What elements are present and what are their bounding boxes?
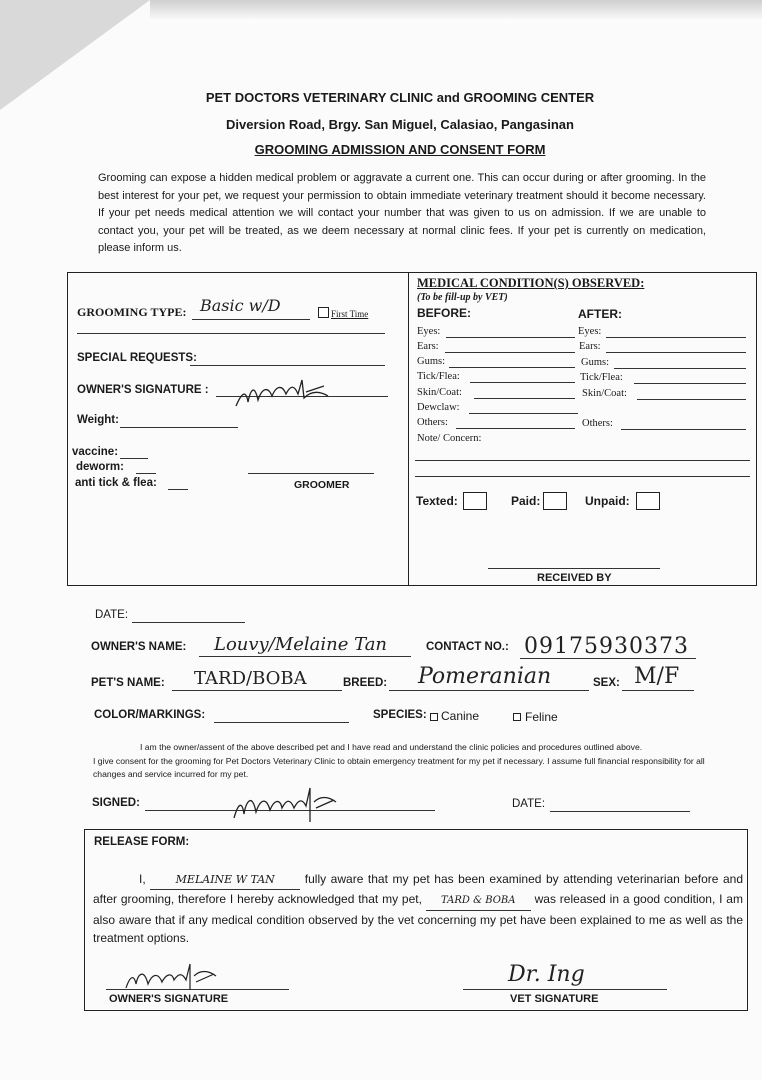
- weight-label: Weight:: [77, 414, 119, 426]
- received-by-line[interactable]: [488, 568, 660, 569]
- after-item-line[interactable]: [621, 429, 746, 430]
- sex-value[interactable]: M/F: [634, 664, 680, 689]
- owner-signature-mark: [232, 372, 332, 412]
- before-item-label: Note/ Concern:: [417, 433, 482, 444]
- texted-checkbox[interactable]: [463, 492, 487, 510]
- release-text-1: fully aware that my pet has been examined by attending veterinarian before and after grooming, therefore I hereby acknowledged that my pet,: [93, 872, 743, 906]
- contact-value[interactable]: 09175930373: [524, 634, 689, 659]
- after-item-label: Tick/Flea:: [580, 372, 623, 383]
- owner-name-label: OWNER'S NAME:: [91, 641, 187, 653]
- vet-signature-value: Dr. Ing: [508, 962, 585, 987]
- note-line-2[interactable]: [415, 476, 750, 477]
- signed-label: SIGNED:: [92, 797, 140, 809]
- owner-name-value[interactable]: Louvy/Melaine Tan: [214, 634, 388, 655]
- paid-checkbox[interactable]: [543, 492, 567, 510]
- breed-value[interactable]: Pomeranian: [418, 664, 552, 689]
- first-time-checkbox[interactable]: [318, 307, 329, 318]
- before-item-label: Tick/Flea:: [417, 371, 460, 382]
- paid-label: Paid:: [511, 494, 541, 508]
- before-item-line[interactable]: [470, 382, 575, 383]
- received-by-label: RECEIVED BY: [537, 572, 612, 584]
- release-owner-sig-label: OWNER'S SIGNATURE: [109, 993, 229, 1005]
- canine-label: Canine: [441, 709, 480, 723]
- before-item-label: Gums:: [417, 356, 446, 367]
- after-item-line[interactable]: [606, 337, 746, 338]
- pet-name-label: PET'S NAME:: [91, 677, 165, 689]
- species-label: SPECIES:: [373, 709, 427, 721]
- first-time-label: First Time: [331, 309, 369, 319]
- after-item-line[interactable]: [634, 383, 746, 384]
- before-item-line[interactable]: [474, 398, 575, 399]
- form-title: [0, 142, 762, 157]
- before-item-line[interactable]: [456, 428, 575, 429]
- date-line[interactable]: [132, 622, 245, 623]
- before-item-line[interactable]: [449, 367, 575, 368]
- date-label: DATE:: [95, 609, 129, 621]
- grooming-type-label: GROOMING TYPE:: [77, 305, 187, 319]
- after-item-label: Ears:: [579, 341, 601, 352]
- before-label: BEFORE:: [417, 306, 471, 320]
- weight-line[interactable]: [120, 427, 238, 428]
- anti-tick-label: anti tick & flea:: [75, 477, 157, 489]
- after-item-line[interactable]: [614, 368, 746, 369]
- grooming-type-line: [192, 319, 310, 320]
- feline-label: Feline: [525, 710, 558, 724]
- special-requests-line[interactable]: [190, 365, 385, 366]
- color-line[interactable]: [214, 722, 349, 723]
- owner-signature-label: OWNER'S SIGNATURE :: [77, 384, 209, 396]
- grooming-type-value[interactable]: Basic w/D: [200, 296, 281, 315]
- consent-date-line[interactable]: [550, 811, 690, 812]
- intro-paragraph: Grooming can expose a hidden medical problem or aggravate a current one. This can occur during or after grooming. In the best interest for your pet, we request your permission to obtain immediate veterinary treatment should it become necessary. If your pet needs medical attention we will contact your number that was given to us on admission. If we are unable to contact you, your pet will be treated, as we deem necessary at normal clinic fees. If your pet is currently on medication, please inform us.: [98, 172, 706, 254]
- before-item-line[interactable]: [446, 337, 575, 338]
- clinic-address: Diversion Road, Brgy. San Miguel, Calasiao, Pangasinan: [226, 117, 574, 132]
- after-label: AFTER:: [578, 307, 622, 321]
- special-requests-label: SPECIAL REQUESTS:: [77, 352, 197, 364]
- before-item-label: Dewclaw:: [417, 402, 460, 413]
- anti-tick-line[interactable]: [168, 489, 188, 490]
- vet-sig-label: VET SIGNATURE: [510, 993, 599, 1005]
- release-owner-value[interactable]: MELAINE W TAN: [150, 871, 300, 890]
- vet-sig-line[interactable]: [463, 989, 667, 990]
- medical-subtitle: (To be fill-up by VET): [417, 292, 508, 303]
- after-item-label: Eyes:: [578, 326, 602, 337]
- note-line-1[interactable]: [415, 460, 750, 461]
- pet-name-line[interactable]: [172, 690, 342, 691]
- page-edge-shadow: [150, 0, 762, 22]
- consent-date-label: DATE:: [512, 798, 546, 810]
- groomer-label: GROOMER: [294, 479, 350, 491]
- feline-checkbox[interactable]: [513, 713, 521, 721]
- deworm-label: deworm:: [76, 461, 124, 473]
- after-item-line[interactable]: [606, 352, 746, 353]
- release-owner-signature-mark: [120, 960, 230, 994]
- sex-label: SEX:: [593, 677, 620, 689]
- release-i: I,: [139, 872, 146, 886]
- breed-line[interactable]: [389, 690, 589, 691]
- after-item-label: Others:: [582, 418, 613, 429]
- color-label: COLOR/MARKINGS:: [94, 709, 206, 721]
- consent-signature-mark: [230, 782, 340, 826]
- before-item-label: Skin/Coat:: [417, 387, 462, 398]
- after-item-line[interactable]: [637, 399, 746, 400]
- unpaid-label: Unpaid:: [585, 494, 630, 508]
- canine-checkbox[interactable]: [430, 713, 438, 721]
- after-item-label: Skin/Coat:: [582, 388, 627, 399]
- before-item-label: Ears:: [417, 341, 439, 352]
- release-title: RELEASE FORM:: [94, 836, 190, 848]
- contact-label: CONTACT NO.:: [426, 641, 509, 653]
- groomer-line[interactable]: [248, 473, 374, 474]
- deworm-line[interactable]: [136, 473, 156, 474]
- clinic-name: PET DOCTORS VETERINARY CLINIC and GROOMING CENTER: [205, 90, 595, 105]
- texted-label: Texted:: [416, 494, 458, 508]
- vaccine-label: vaccine:: [72, 446, 119, 458]
- medical-title: MEDICAL CONDITION(S) OBSERVED:: [417, 276, 645, 290]
- sex-line[interactable]: [622, 690, 694, 691]
- before-item-line[interactable]: [469, 413, 578, 414]
- owner-name-line[interactable]: [199, 656, 411, 657]
- before-item-line[interactable]: [445, 352, 575, 353]
- consent-line-1: I am the owner/assent of the above described pet and I have read and understand the clinic policies and procedures outlined above.: [140, 742, 643, 752]
- grooming-type-line2: [77, 333, 385, 334]
- release-pet-value[interactable]: TARD & BOBA: [426, 892, 531, 911]
- form-title-text: GROOMING ADMISSION AND CONSENT FORM: [254, 142, 546, 157]
- unpaid-checkbox[interactable]: [636, 492, 660, 510]
- after-item-label: Gums:: [581, 357, 610, 368]
- breed-label: BREED:: [343, 677, 388, 689]
- release-text: [93, 870, 743, 947]
- release-text-2: was released in a good condition, I am also aware that if any medical condition observed by the vet concerning my pet have been explained to me as well as the treatment options.: [93, 892, 743, 945]
- vaccine-line[interactable]: [120, 458, 148, 459]
- before-item-label: Eyes:: [417, 326, 441, 337]
- pet-name-value[interactable]: TARD/BOBA: [194, 668, 307, 689]
- before-item-label: Others:: [417, 417, 448, 428]
- consent-line-2: I give consent for the grooming for Pet Doctors Veterinary Clinic to obtain emergency treatment for my pet if necessary. I assume full financial responsibility for all changes and service incurred for my pet.: [93, 756, 705, 779]
